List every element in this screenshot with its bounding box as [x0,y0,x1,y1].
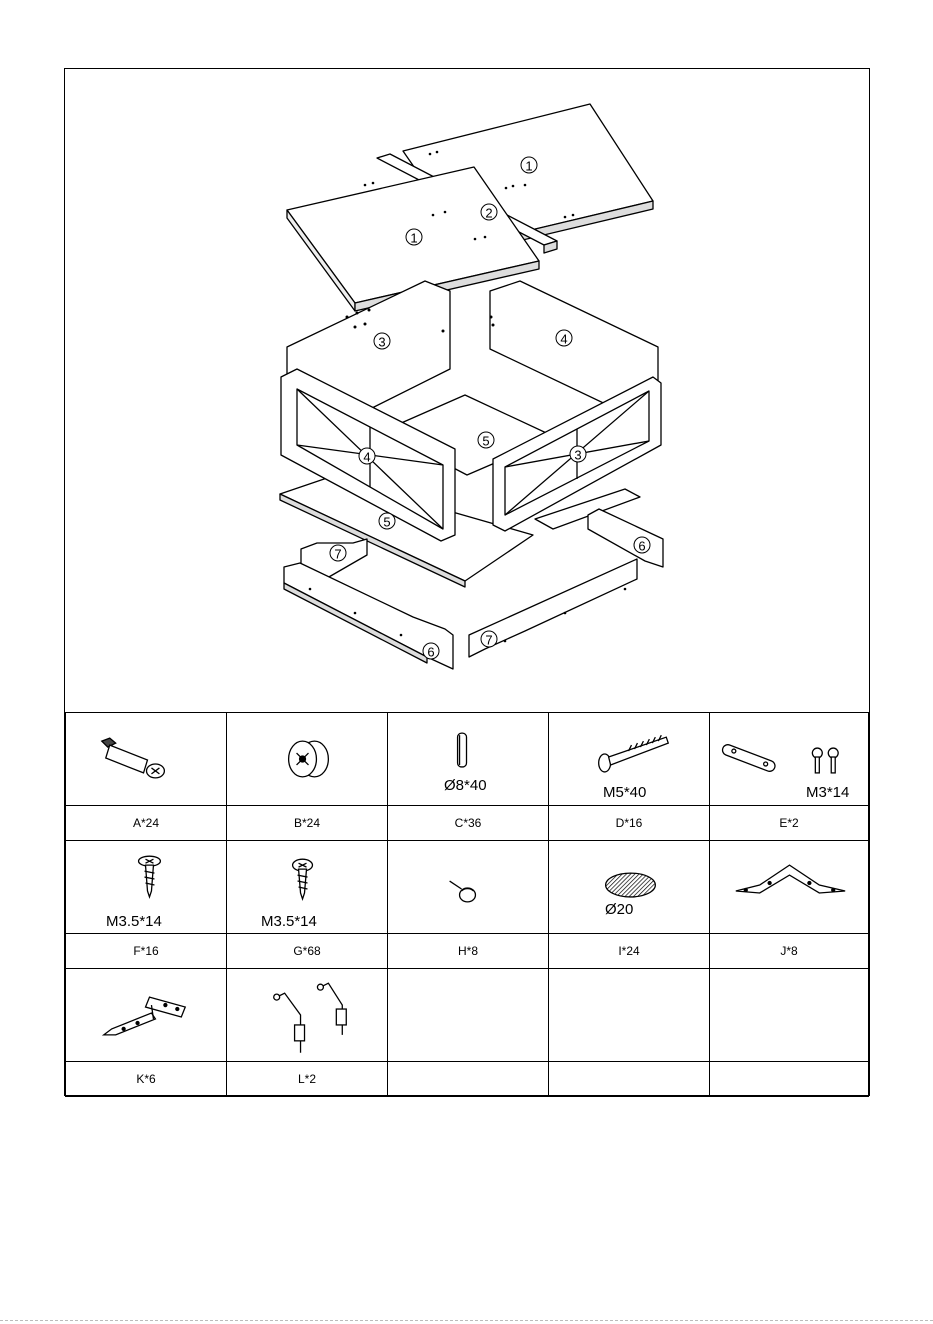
cover-cap-icon [549,841,709,933]
screw-f-spec: M3.5*14 [106,913,162,930]
callout-6: 6 [638,538,646,554]
callout-4: 4 [363,449,371,465]
part-label-k: K*6 [66,1062,227,1097]
part-label-e: E*2 [710,806,869,841]
part-cell-f [66,841,227,934]
callout-3: 3 [574,447,582,463]
callout-4: 4 [560,331,568,347]
hardware-parts-table [65,712,869,1097]
assembly-sheet [64,68,870,1096]
nail-glide-icon [388,841,548,933]
callout-7: 7 [485,632,493,648]
cap-spec: Ø20 [605,901,634,918]
empty-cell [388,969,549,1062]
part-label-h: H*8 [388,934,549,969]
part-label-l: L*2 [227,1062,388,1097]
part-label-i: I*24 [549,934,710,969]
part-label-b: B*24 [227,806,388,841]
part-label-f: F*16 [66,934,227,969]
dowel-spec: Ø8*40 [444,777,487,794]
part-cell-a [66,713,227,806]
part-cell-d [549,713,710,806]
part-label-d: D*16 [549,806,710,841]
callout-6: 6 [427,644,435,660]
part-cell-e [710,713,869,806]
empty-cell [710,969,869,1062]
callout-5: 5 [482,433,490,449]
screw-e-spec: M3*14 [806,784,850,801]
callout-1: 1 [410,230,418,246]
part-cell-b [227,713,388,806]
part-label-empty [710,1062,869,1097]
part-label-j: J*8 [710,934,869,969]
base-rail-6-right [588,509,663,567]
callout-3: 3 [378,334,386,350]
part-cell-i [549,841,710,934]
part-cell-j [710,841,869,934]
empty-cell [549,969,710,1062]
part-label-empty [388,1062,549,1097]
part-cell-c [388,713,549,806]
callout-2: 2 [485,205,493,221]
tee-hinge-icon [66,969,226,1061]
screw-d-spec: M5*40 [603,784,647,801]
part-cell-h [388,841,549,934]
part-label-c: C*36 [388,806,549,841]
part-cell-g [227,841,388,934]
corner-bracket-icon [710,841,868,933]
part-label-g: G*68 [227,934,388,969]
lid-support-icon [227,969,387,1061]
cam-lock-icon [227,713,387,805]
part-cell-l [227,969,388,1062]
callout-1: 1 [525,158,533,174]
page-edge-divider [0,1320,933,1321]
part-label-a: A*24 [66,806,227,841]
callout-5: 5 [383,514,391,530]
part-cell-k [66,969,227,1062]
screw-g-spec: M3.5*14 [261,913,317,930]
exploded-assembly-diagram [65,69,868,712]
part-label-empty [549,1062,710,1097]
callout-7: 7 [334,546,342,562]
cam-bolt-icon [66,713,226,805]
